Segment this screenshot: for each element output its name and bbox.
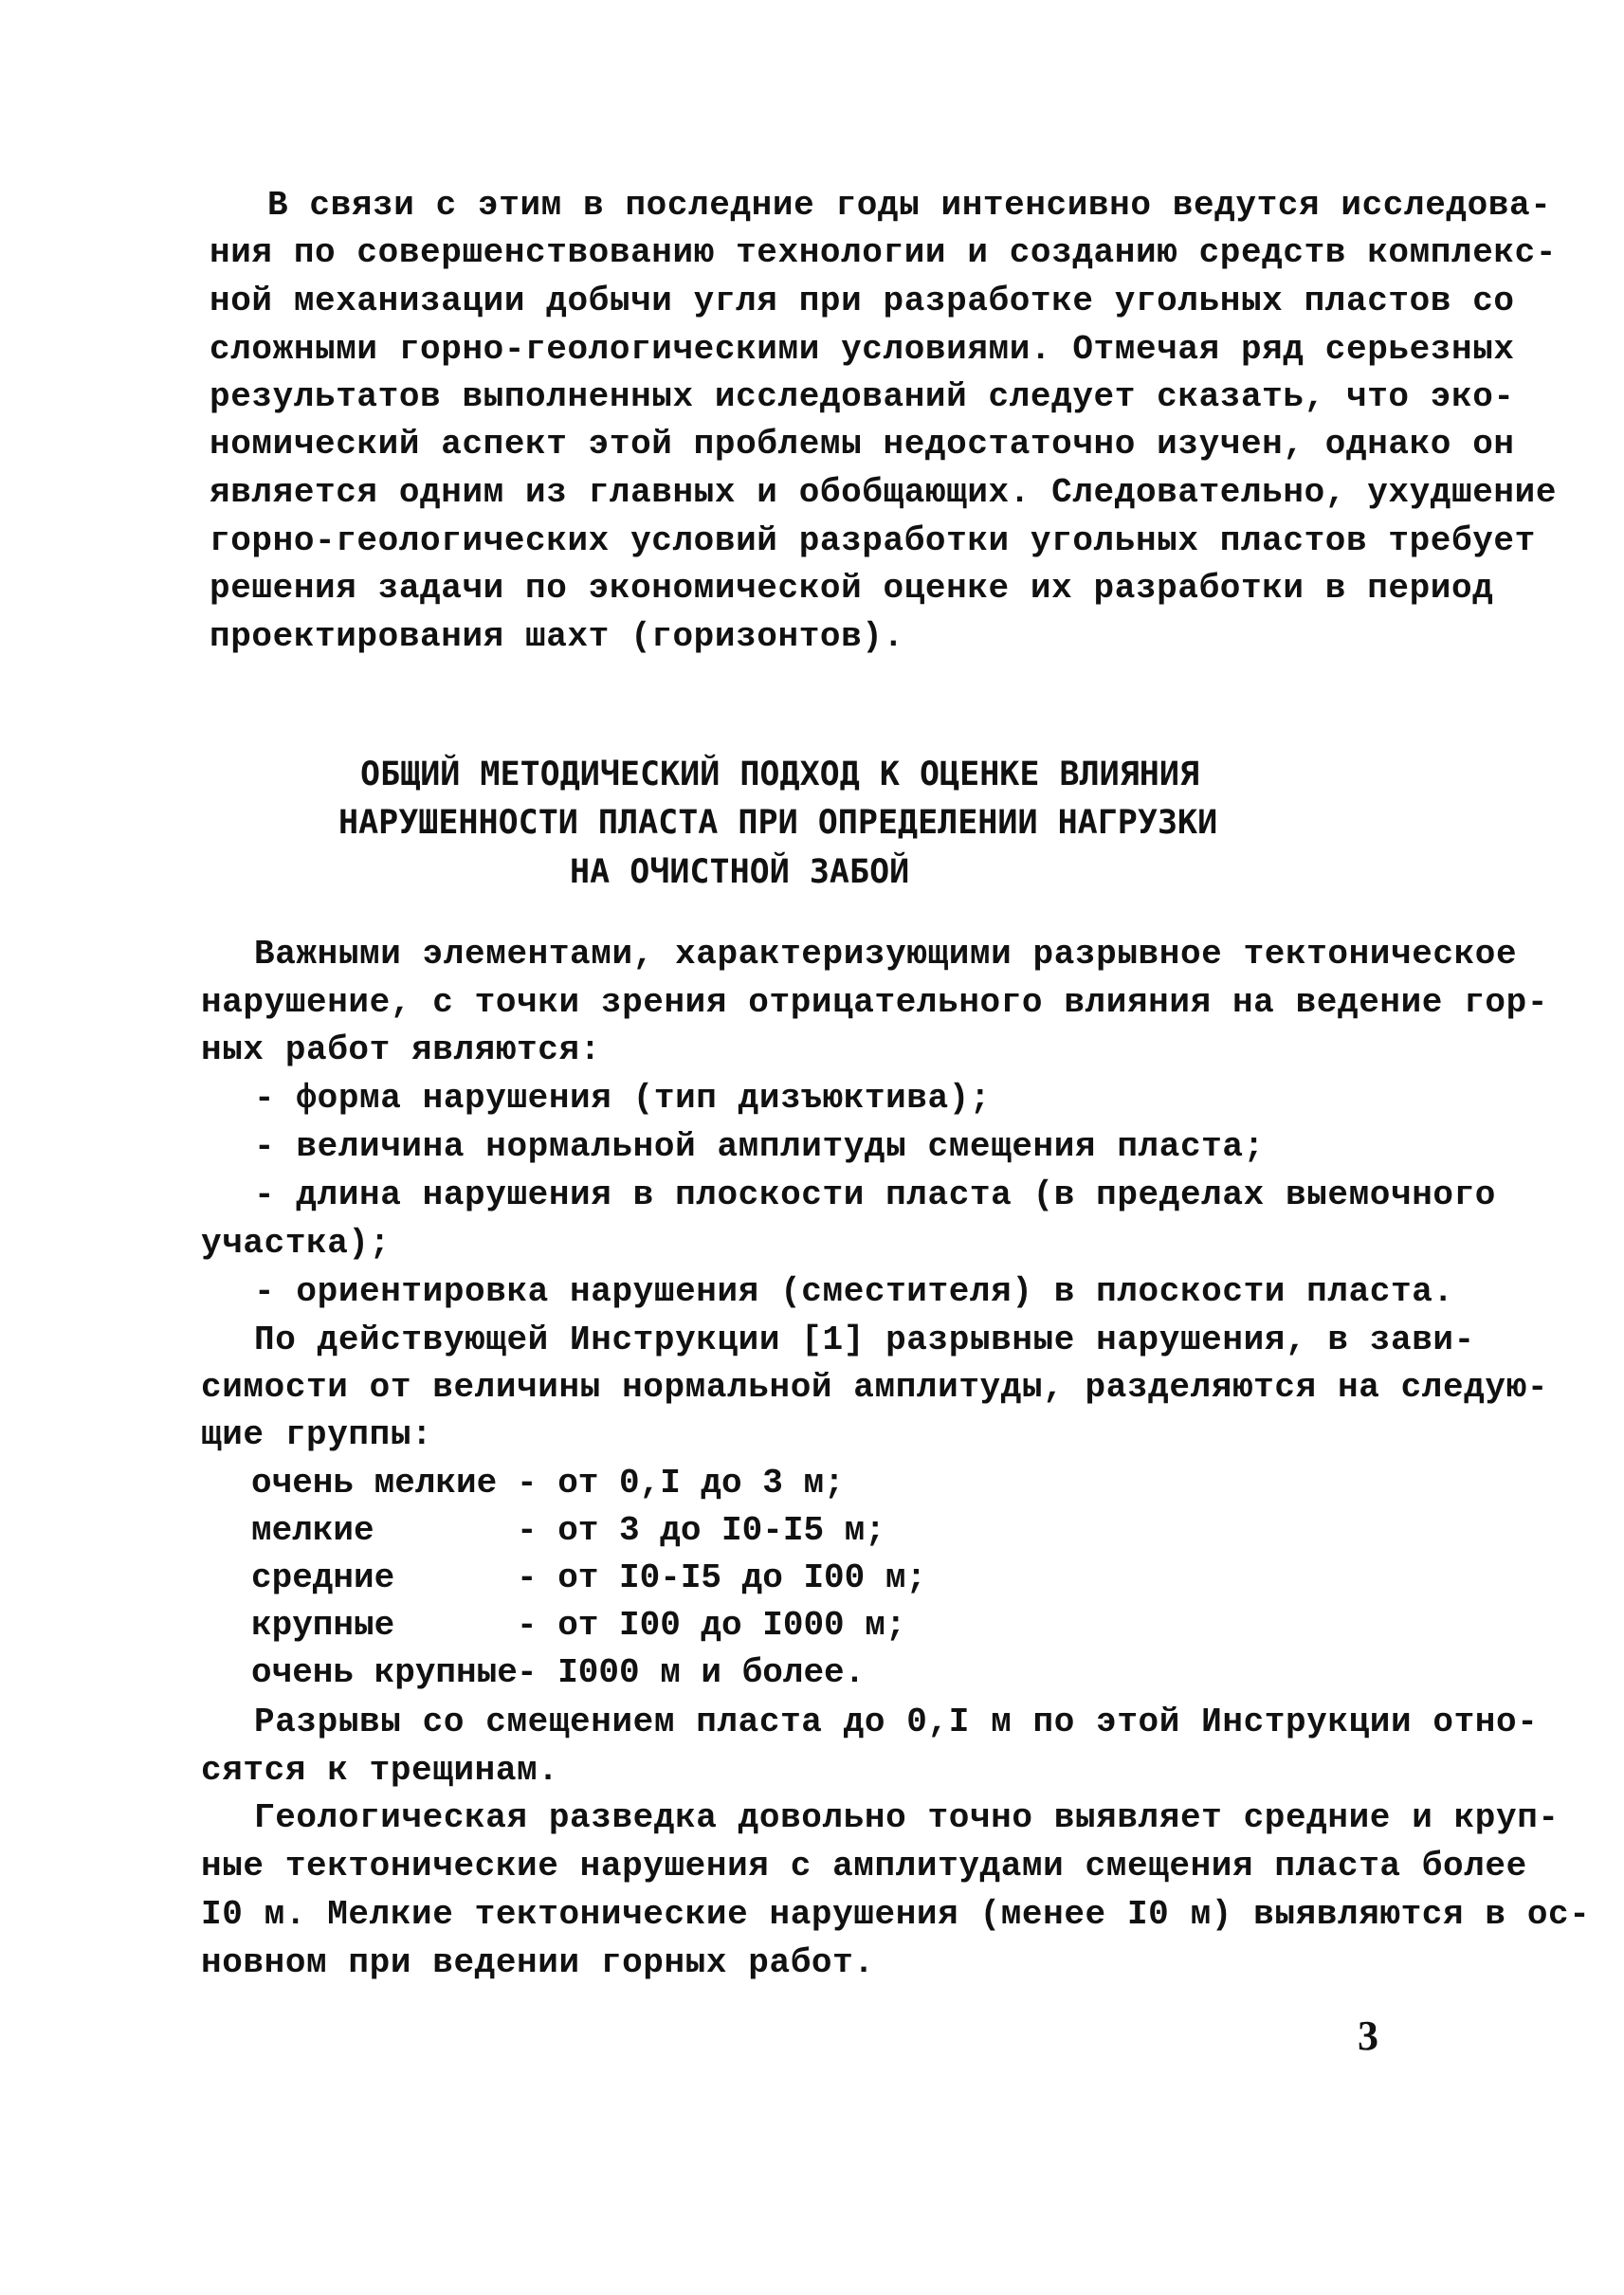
body-line: щие группы: [201,1415,433,1454]
fault-group-name: очень крупные [251,1653,518,1692]
body-line: Геологическая разведка довольно точно выявляет средние и круп- [254,1798,1560,1837]
fault-group-row [251,1602,906,1649]
fault-group-name: мелкие [251,1511,374,1550]
intro-line: является одним из главных и обобщающих. Следовательно, ухудшение [210,473,1558,512]
list-item: - величина нормальной амплитуды смещения пласта; [254,1127,1265,1166]
body-line: новном при ведении горных работ. [201,1943,875,1982]
section-heading-line: НА ОЧИСТНОЙ ЗАБОЙ [570,853,910,891]
page-number: 3 [1358,2013,1378,2059]
intro-line: номический аспект этой проблемы недостаточно изучен, однако он [210,425,1515,464]
section-heading-line: ОБЩИЙ МЕТОДИЧЕСКИЙ ПОДХОД К ОЦЕНКЕ ВЛИЯНИЯ [360,756,1200,793]
body-line: ных работ являются: [201,1030,601,1069]
body-line: ные тектонические нарушения с амплитудами смещения пласта более [201,1847,1527,1885]
fault-group-name: очень мелкие [251,1464,498,1503]
fault-group-row [251,1649,866,1697]
list-item-continuation: участка); [201,1224,391,1263]
intro-line: горно-геологических условий разработки угольных пластов требует [210,521,1536,560]
intro-line: результатов выполненных исследований следует сказать, что эко- [210,377,1515,416]
list-item: - форма нарушения (тип дизъюктива); [254,1079,992,1118]
intro-line: решения задачи по экономической оценке их разработки в период [210,569,1494,608]
fault-group-range: - от 3 до I0-I5 м; [517,1511,885,1550]
intro-line: В связи с этим в последние годы интенсивно ведутся исследова- [267,186,1552,225]
fault-group-name: крупные [251,1606,395,1645]
fault-group-range: - от I0-I5 до I00 м; [517,1558,927,1597]
section-heading-line: НАРУШЕННОСТИ ПЛАСТА ПРИ ОПРЕДЕЛЕНИИ НАГРУЗКИ [338,804,1218,842]
list-item: - ориентировка нарушения (сместителя) в плоскости пласта. [254,1272,1454,1311]
body-line: сятся к трещинам. [201,1751,559,1790]
intro-line: сложными горно-геологическими условиями. Отмечая ряд серьезных [210,330,1515,369]
list-item: - длина нарушения в плоскости пласта (в пределах выемочного [254,1175,1497,1214]
fault-group-range: - от 0,I до 3 м; [517,1464,845,1503]
body-line: нарушение, с точки зрения отрицательного влияния на ведение гор- [201,983,1549,1022]
body-line: По действующей Инструкции [1] разрывные нарушения, в зави- [254,1321,1475,1359]
fault-group-row [251,1555,927,1602]
intro-line: проектирования шахт (горизонтов). [210,617,904,656]
fault-group-row [251,1460,845,1507]
fault-group-range: - от I00 до I000 м; [517,1606,906,1645]
fault-group-name: средние [251,1558,395,1597]
fault-group-range: - I000 м и более. [517,1653,866,1692]
intro-line: ной механизации добычи угля при разработке угольных пластов со [210,282,1515,320]
body-line: симости от величины нормальной амплитуды, разделяются на следую- [201,1368,1549,1407]
intro-line: ния по совершенствованию технологии и созданию средств комплекс- [210,233,1558,272]
body-line: Разрывы со смещением пласта до 0,I м по этой Инструкции отно- [254,1703,1539,1741]
fault-group-row [251,1507,885,1555]
body-line: I0 м. Мелкие тектонические нарушения (менее I0 м) выявляются в ос- [201,1895,1591,1934]
body-line: Важными элементами, характеризующими разрывное тектоническое [254,935,1518,974]
